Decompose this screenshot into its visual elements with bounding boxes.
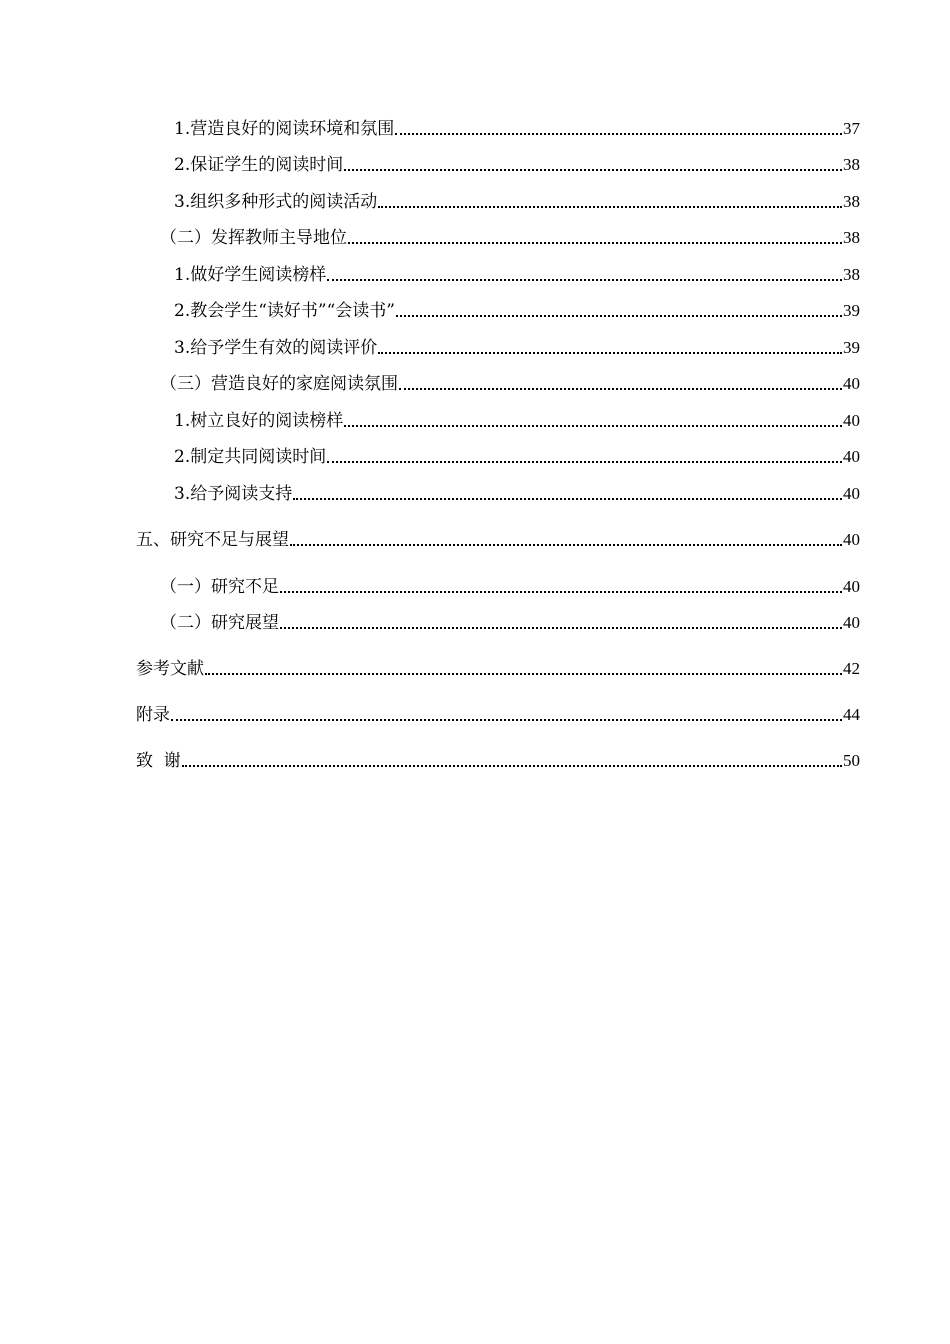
toc-dot-leader (348, 225, 842, 251)
toc-entry-page: 50 (843, 751, 860, 770)
toc-dot-leader (378, 189, 842, 215)
toc-entry-title: 3.给予学生有效的阅读评价 (174, 338, 378, 358)
toc-entry-title: 2.制定共同阅读时间 (174, 447, 327, 467)
toc-entry-page: 39 (843, 338, 860, 357)
toc-entry-title: （三）营造良好的家庭阅读氛围 (160, 374, 398, 394)
toc-entry-title: （二）研究展望 (160, 613, 279, 633)
toc-dot-leader (171, 702, 842, 728)
toc-entry-page: 39 (843, 301, 860, 320)
toc-entry-title: 3.给予阅读支持 (174, 484, 293, 504)
toc-entry-page: 42 (843, 659, 860, 678)
toc-dot-leader (378, 335, 842, 361)
toc-entry[interactable] (136, 656, 860, 682)
toc-entry-title: 1.做好学生阅读榜样 (174, 265, 327, 285)
toc-dot-leader (293, 481, 842, 507)
toc-entry-title: 五、研究不足与展望 (136, 530, 289, 550)
toc-entry-title: 参考文献 (136, 659, 204, 679)
toc-entry-title: （一）研究不足 (160, 577, 279, 597)
toc-entry[interactable] (136, 371, 860, 397)
toc-dot-leader (280, 610, 842, 636)
toc-dot-leader (395, 116, 842, 142)
toc-entry[interactable] (136, 298, 860, 324)
toc-entry-page: 40 (843, 577, 860, 596)
toc-entry-page: 40 (843, 374, 860, 393)
toc-entry-title: 2.保证学生的阅读时间 (174, 155, 344, 175)
toc-entry[interactable] (136, 225, 860, 251)
toc-entry[interactable] (136, 444, 860, 470)
toc-entry-page: 44 (843, 705, 860, 724)
toc-dot-leader (396, 298, 842, 324)
toc-entry-title: 2.教会学生“读好书”“会读书” (174, 301, 395, 321)
toc-entry-page: 40 (843, 484, 860, 503)
toc-entry-page: 40 (843, 530, 860, 549)
toc-entry-title: （二）发挥教师主导地位 (160, 228, 347, 248)
toc-entry-title: 3.组织多种形式的阅读活动 (174, 192, 378, 212)
toc-entry-title: 附录 (136, 705, 170, 725)
toc-entry[interactable] (136, 335, 860, 361)
toc-dot-leader (327, 444, 842, 470)
toc-entry-page: 38 (843, 265, 860, 284)
toc-entry[interactable] (136, 702, 860, 728)
toc-entry[interactable] (136, 116, 860, 142)
toc-dot-leader (327, 262, 842, 288)
toc-entry-title: 致 谢 (136, 751, 181, 771)
toc-entry[interactable] (136, 574, 860, 600)
toc-entry[interactable] (136, 189, 860, 215)
toc-entry-title: 1.树立良好的阅读榜样 (174, 411, 344, 431)
toc-dot-leader (205, 656, 842, 682)
toc-entry[interactable] (136, 481, 860, 507)
toc-entry[interactable] (136, 262, 860, 288)
toc-dot-leader (399, 371, 842, 397)
toc-entry-title: 1.营造良好的阅读环境和氛围 (174, 119, 395, 139)
toc-entry[interactable] (136, 527, 860, 553)
toc-entry[interactable] (136, 152, 860, 178)
toc-entry-page: 38 (843, 155, 860, 174)
toc-entry[interactable] (136, 748, 860, 774)
toc-entry-page: 37 (843, 119, 860, 138)
toc-dot-leader (344, 408, 842, 434)
toc-entry[interactable] (136, 610, 860, 636)
toc-dot-leader (182, 748, 842, 774)
toc-dot-leader (280, 574, 842, 600)
toc-dot-leader (344, 152, 842, 178)
toc-entry-page: 38 (843, 228, 860, 247)
toc-entry-page: 40 (843, 613, 860, 632)
toc-entry-page: 40 (843, 447, 860, 466)
toc-dot-leader (290, 527, 842, 553)
toc-entry-page: 40 (843, 411, 860, 430)
toc-entry[interactable] (136, 408, 860, 434)
toc-entry-page: 38 (843, 192, 860, 211)
